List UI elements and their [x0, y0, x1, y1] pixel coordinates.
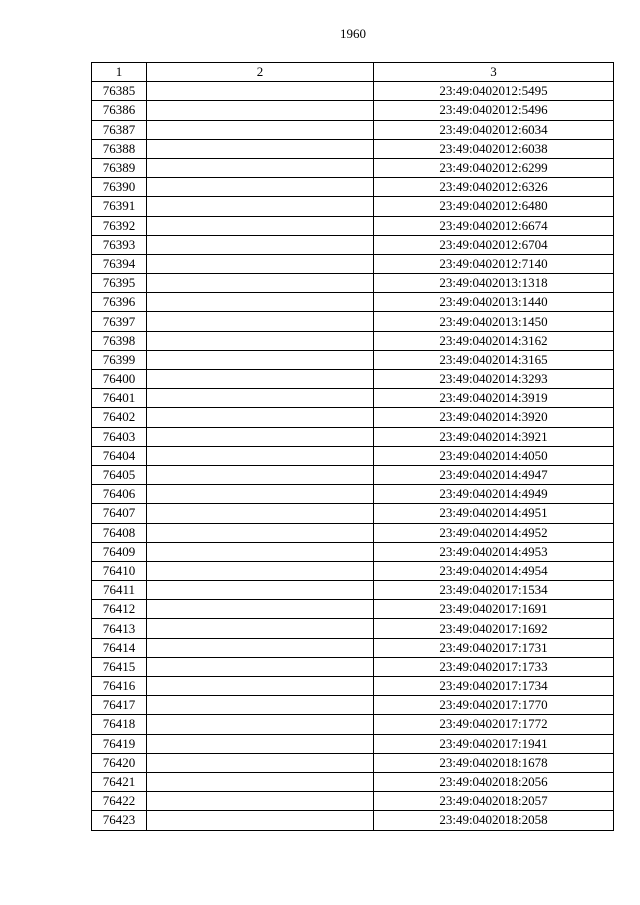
- row-name-cell: [147, 101, 374, 120]
- row-code-cell: 23:49:0402018:2058: [374, 811, 614, 830]
- row-code-cell: 23:49:0402017:1770: [374, 696, 614, 715]
- row-name-cell: [147, 331, 374, 350]
- row-code-cell: 23:49:0402013:1440: [374, 293, 614, 312]
- row-code-cell: 23:49:0402014:4050: [374, 446, 614, 465]
- row-number-cell: 76387: [92, 120, 147, 139]
- table-row: [92, 485, 614, 504]
- row-code-cell: 23:49:0402012:6034: [374, 120, 614, 139]
- row-number-cell: 76392: [92, 216, 147, 235]
- table-row: [92, 178, 614, 197]
- row-code-cell: 23:49:0402014:3919: [374, 389, 614, 408]
- row-number-cell: 76395: [92, 274, 147, 293]
- row-code-cell: 23:49:0402014:4954: [374, 561, 614, 580]
- row-number-cell: 76422: [92, 792, 147, 811]
- table-row: [92, 581, 614, 600]
- row-name-cell: [147, 254, 374, 273]
- table-row: [92, 772, 614, 791]
- row-number-cell: 76420: [92, 753, 147, 772]
- row-number-cell: 76417: [92, 696, 147, 715]
- row-name-cell: [147, 158, 374, 177]
- row-code-cell: 23:49:0402012:6480: [374, 197, 614, 216]
- row-number-cell: 76406: [92, 485, 147, 504]
- table-row: [92, 370, 614, 389]
- row-name-cell: [147, 792, 374, 811]
- row-code-cell: 23:49:0402014:4951: [374, 504, 614, 523]
- row-name-cell: [147, 389, 374, 408]
- row-number-cell: 76403: [92, 427, 147, 446]
- table-row: [92, 158, 614, 177]
- row-name-cell: [147, 274, 374, 293]
- row-number-cell: 76412: [92, 600, 147, 619]
- table-row: [92, 254, 614, 273]
- row-number-cell: 76402: [92, 408, 147, 427]
- row-number-cell: 76409: [92, 542, 147, 561]
- row-name-cell: [147, 523, 374, 542]
- row-name-cell: [147, 235, 374, 254]
- table-row: [92, 235, 614, 254]
- row-name-cell: [147, 293, 374, 312]
- row-name-cell: [147, 715, 374, 734]
- table-row: [92, 216, 614, 235]
- row-code-cell: 23:49:0402017:1733: [374, 657, 614, 676]
- row-code-cell: 23:49:0402014:4952: [374, 523, 614, 542]
- row-number-cell: 76407: [92, 504, 147, 523]
- table-row: [92, 734, 614, 753]
- row-code-cell: 23:49:0402017:1691: [374, 600, 614, 619]
- row-code-cell: 23:49:0402018:2057: [374, 792, 614, 811]
- row-name-cell: [147, 178, 374, 197]
- row-name-cell: [147, 696, 374, 715]
- row-name-cell: [147, 638, 374, 657]
- row-code-cell: 23:49:0402014:3165: [374, 350, 614, 369]
- table-row: [92, 312, 614, 331]
- row-number-cell: 76393: [92, 235, 147, 254]
- row-number-cell: 76421: [92, 772, 147, 791]
- table-row: [92, 82, 614, 101]
- row-number-cell: 76404: [92, 446, 147, 465]
- row-code-cell: 23:49:0402012:6299: [374, 158, 614, 177]
- table-row: [92, 600, 614, 619]
- row-number-cell: 76418: [92, 715, 147, 734]
- row-name-cell: [147, 753, 374, 772]
- table-row: [92, 619, 614, 638]
- row-number-cell: 76408: [92, 523, 147, 542]
- row-name-cell: [147, 312, 374, 331]
- row-code-cell: 23:49:0402017:1692: [374, 619, 614, 638]
- row-code-cell: 23:49:0402014:4953: [374, 542, 614, 561]
- table-row: [92, 446, 614, 465]
- row-code-cell: 23:49:0402014:3162: [374, 331, 614, 350]
- row-number-cell: 76400: [92, 370, 147, 389]
- row-code-cell: 23:49:0402013:1318: [374, 274, 614, 293]
- row-number-cell: 76396: [92, 293, 147, 312]
- row-name-cell: [147, 139, 374, 158]
- row-name-cell: [147, 485, 374, 504]
- table-row: [92, 389, 614, 408]
- table-row: [92, 638, 614, 657]
- row-number-cell: 76413: [92, 619, 147, 638]
- row-name-cell: [147, 197, 374, 216]
- table-row: [92, 523, 614, 542]
- row-number-cell: 76401: [92, 389, 147, 408]
- page-number: 1960: [340, 26, 366, 41]
- row-number-cell: 76411: [92, 581, 147, 600]
- table-row: [92, 792, 614, 811]
- row-name-cell: [147, 446, 374, 465]
- table-row: [92, 465, 614, 484]
- table-row: [92, 331, 614, 350]
- row-name-cell: [147, 542, 374, 561]
- table-row: [92, 715, 614, 734]
- row-number-cell: 76423: [92, 811, 147, 830]
- table-row: [92, 408, 614, 427]
- column-header-3: 3: [374, 63, 614, 82]
- column-header-2: 2: [147, 63, 374, 82]
- row-name-cell: [147, 657, 374, 676]
- row-code-cell: 23:49:0402017:1941: [374, 734, 614, 753]
- row-name-cell: [147, 82, 374, 101]
- header-row: [92, 63, 614, 82]
- table-row: [92, 350, 614, 369]
- row-code-cell: 23:49:0402017:1731: [374, 638, 614, 657]
- row-number-cell: 76397: [92, 312, 147, 331]
- row-name-cell: [147, 734, 374, 753]
- row-name-cell: [147, 465, 374, 484]
- row-name-cell: [147, 504, 374, 523]
- table-row: [92, 139, 614, 158]
- row-code-cell: 23:49:0402014:3293: [374, 370, 614, 389]
- table-row: [92, 696, 614, 715]
- row-code-cell: 23:49:0402012:6704: [374, 235, 614, 254]
- row-name-cell: [147, 677, 374, 696]
- row-number-cell: 76388: [92, 139, 147, 158]
- cadastral-table: [91, 62, 614, 831]
- table-row: [92, 274, 614, 293]
- table-row: [92, 677, 614, 696]
- table-row: [92, 101, 614, 120]
- row-name-cell: [147, 600, 374, 619]
- row-number-cell: 76416: [92, 677, 147, 696]
- table-row: [92, 504, 614, 523]
- row-name-cell: [147, 811, 374, 830]
- row-code-cell: 23:49:0402018:2056: [374, 772, 614, 791]
- row-name-cell: [147, 120, 374, 139]
- row-number-cell: 76391: [92, 197, 147, 216]
- row-code-cell: 23:49:0402017:1534: [374, 581, 614, 600]
- row-number-cell: 76405: [92, 465, 147, 484]
- row-number-cell: 76410: [92, 561, 147, 580]
- row-code-cell: 23:49:0402014:4947: [374, 465, 614, 484]
- table-row: [92, 120, 614, 139]
- column-header-1: 1: [92, 63, 147, 82]
- row-number-cell: 76385: [92, 82, 147, 101]
- row-code-cell: 23:49:0402014:3920: [374, 408, 614, 427]
- row-code-cell: 23:49:0402017:1734: [374, 677, 614, 696]
- row-code-cell: 23:49:0402017:1772: [374, 715, 614, 734]
- table-row: [92, 197, 614, 216]
- row-name-cell: [147, 408, 374, 427]
- row-name-cell: [147, 619, 374, 638]
- row-name-cell: [147, 370, 374, 389]
- row-number-cell: 76419: [92, 734, 147, 753]
- row-code-cell: 23:49:0402012:6674: [374, 216, 614, 235]
- row-number-cell: 76390: [92, 178, 147, 197]
- row-code-cell: 23:49:0402014:3921: [374, 427, 614, 446]
- row-name-cell: [147, 772, 374, 791]
- row-number-cell: 76386: [92, 101, 147, 120]
- row-name-cell: [147, 350, 374, 369]
- row-code-cell: 23:49:0402012:5495: [374, 82, 614, 101]
- row-code-cell: 23:49:0402012:5496: [374, 101, 614, 120]
- row-name-cell: [147, 216, 374, 235]
- table-row: [92, 811, 614, 830]
- row-code-cell: 23:49:0402012:7140: [374, 254, 614, 273]
- table-row: [92, 293, 614, 312]
- row-code-cell: 23:49:0402018:1678: [374, 753, 614, 772]
- table-header: [92, 63, 614, 82]
- table-row: [92, 657, 614, 676]
- row-number-cell: 76414: [92, 638, 147, 657]
- row-name-cell: [147, 561, 374, 580]
- table-row: [92, 427, 614, 446]
- row-number-cell: 76398: [92, 331, 147, 350]
- row-name-cell: [147, 427, 374, 446]
- row-name-cell: [147, 581, 374, 600]
- table-row: [92, 542, 614, 561]
- row-number-cell: 76394: [92, 254, 147, 273]
- row-code-cell: 23:49:0402014:4949: [374, 485, 614, 504]
- row-number-cell: 76399: [92, 350, 147, 369]
- table-body: [92, 82, 614, 830]
- row-code-cell: 23:49:0402012:6326: [374, 178, 614, 197]
- row-code-cell: 23:49:0402012:6038: [374, 139, 614, 158]
- table-row: [92, 753, 614, 772]
- row-number-cell: 76415: [92, 657, 147, 676]
- row-number-cell: 76389: [92, 158, 147, 177]
- table-row: [92, 561, 614, 580]
- row-code-cell: 23:49:0402013:1450: [374, 312, 614, 331]
